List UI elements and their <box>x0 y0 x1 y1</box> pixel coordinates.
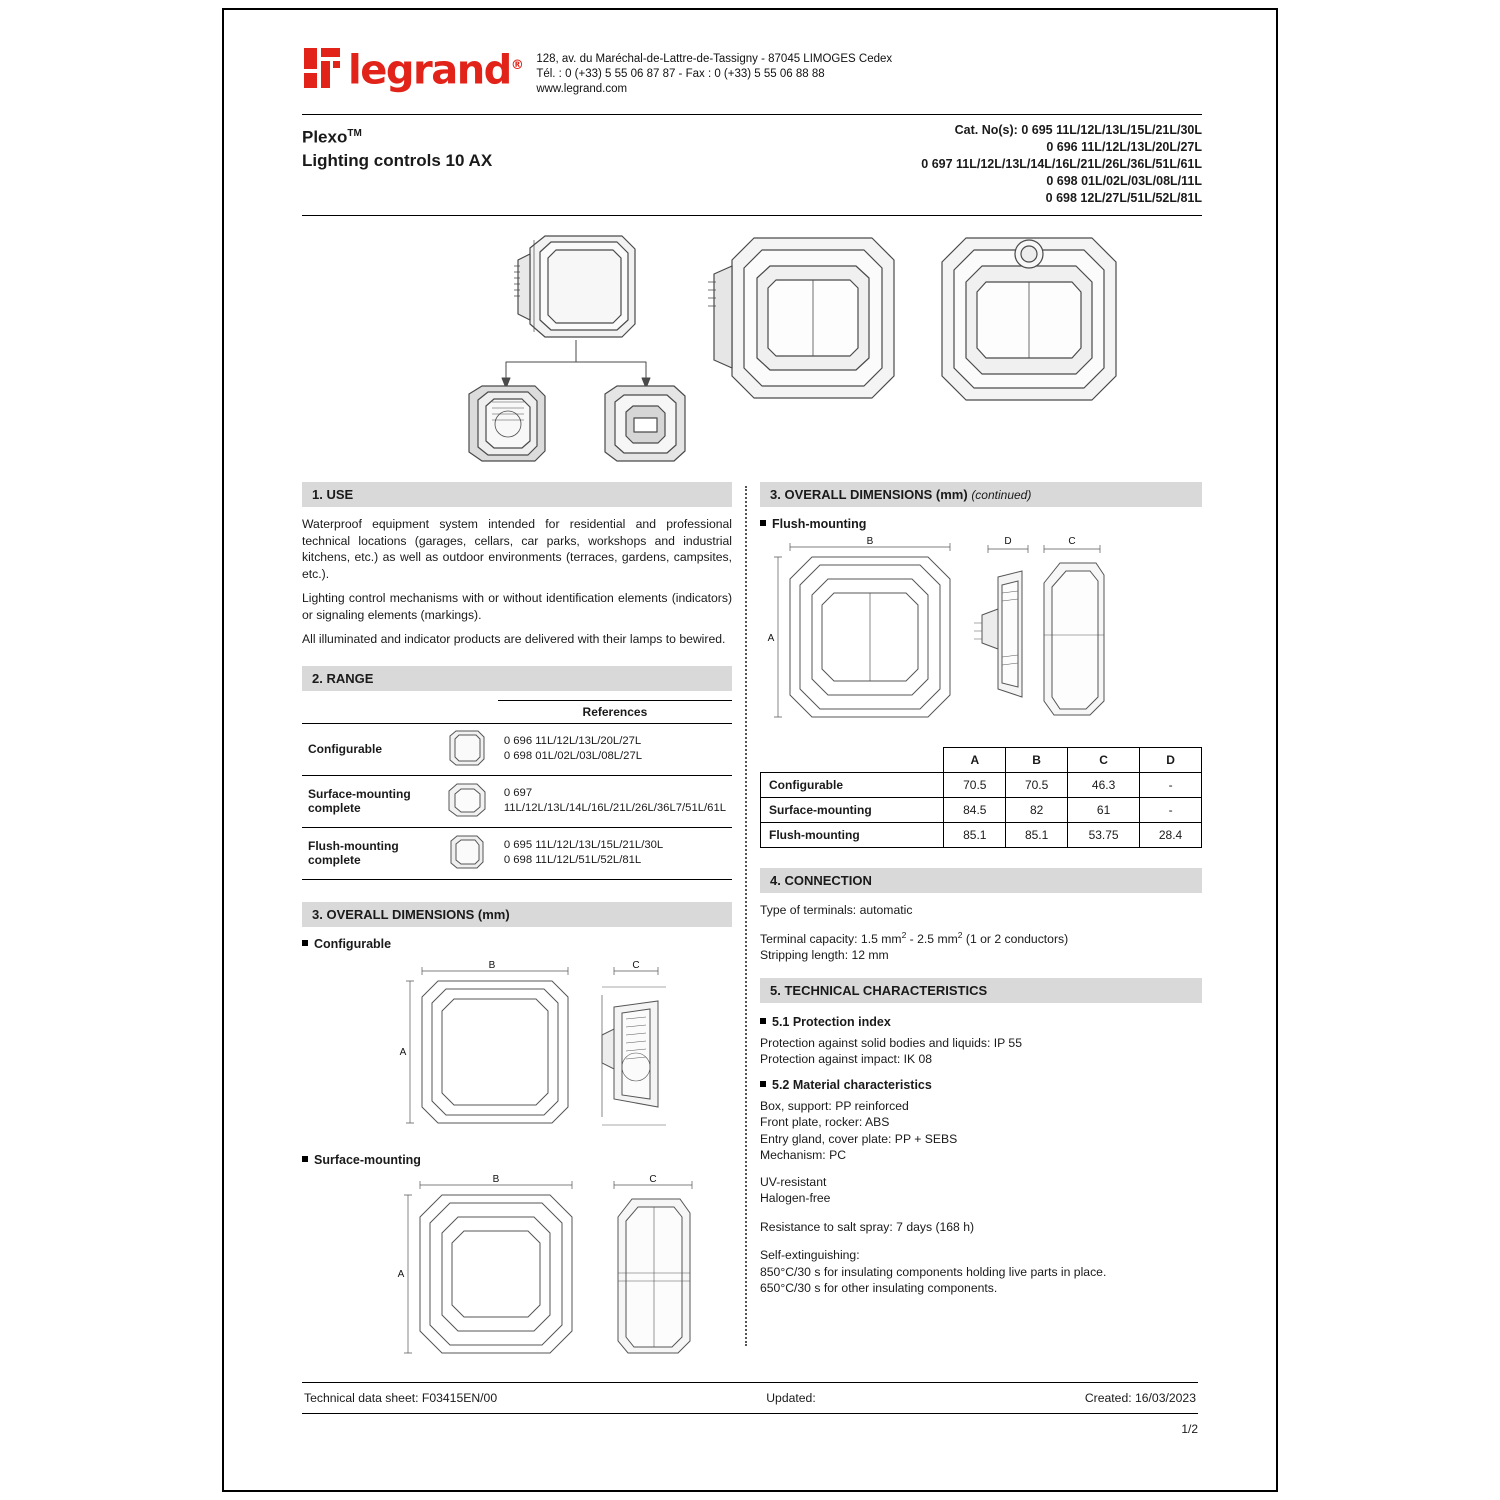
dim-label-a: A <box>767 633 775 644</box>
dimensions-cell-b: 70.5 <box>1006 773 1068 798</box>
self-extinguishing-line-2: 650°C/30 s for other insulating components. <box>760 1281 998 1296</box>
product-subtitle: Lighting controls 10 AX <box>302 150 493 170</box>
dimensions-cell-a: 85.1 <box>944 823 1006 848</box>
range-row-thumbnail <box>434 827 498 879</box>
address-line-3: www.legrand.com <box>536 83 628 95</box>
company-address <box>536 52 892 97</box>
range-ref-line: 0 698 11L/12L/51L/52L/81L <box>503 854 642 866</box>
table-row <box>302 775 732 827</box>
legrand-wordmark: legrand® <box>348 47 523 94</box>
dimensions-row-name: Surface-mounting <box>761 798 944 823</box>
bullet-square-icon <box>302 940 308 946</box>
surface-mounting-thumb-icon <box>444 780 488 820</box>
surface-mounting-dimension-drawing <box>302 1173 732 1373</box>
dimensions-cell-a: 84.5 <box>944 798 1006 823</box>
legrand-logo-icon <box>302 46 342 90</box>
bullet-square-icon <box>302 1156 308 1162</box>
use-paragraph-2: Lighting control mechanisms with or without identification elements (indicators) or signaling elements (markings). <box>302 591 732 622</box>
product-title-row <box>302 114 1202 216</box>
column-divider <box>732 482 760 1383</box>
range-ref-line: 0 696 11L/12L/13L/20L/27L <box>503 735 642 747</box>
dimensions-col-b: B <box>1006 748 1068 773</box>
subsection-flush-mounting: Flush-mounting <box>760 517 1202 531</box>
range-table-header-row <box>302 700 732 723</box>
connection-line-2: Stripping length: 12 mm <box>760 948 889 963</box>
table-row <box>302 827 732 879</box>
use-paragraph-1: Waterproof equipment system intended for residential and professional technical locations (garages, cellars, car parks, workshops and industrial kitchens, etc.) as well as outdoor environments (terraces, gardens, campsites, etc.). <box>302 517 732 581</box>
configurable-dimension-drawing <box>302 957 732 1137</box>
footer-sheet-ref: Technical data sheet: F03415EN/00 <box>304 1391 498 1405</box>
self-extinguishing-title: Self-extinguishing: <box>760 1248 860 1263</box>
page-number: 1/2 <box>1181 1422 1198 1436</box>
range-row-name: Surface-mounting complete <box>302 775 434 827</box>
table-row <box>302 723 732 775</box>
address-line-2: Tél. : 0 (+33) 5 55 06 87 87 - Fax : 0 (+33) 5 55 06 88 88 <box>536 68 825 80</box>
document-page <box>222 8 1278 1492</box>
range-ref-line: 0 697 11L/12L/13L/14L/16L/21L/26L/36L7/51L/61L <box>503 787 727 814</box>
dimensions-row-name: Flush-mounting <box>761 823 944 848</box>
dim-label-b: B <box>492 1173 500 1185</box>
dim-label-b: B <box>866 537 874 547</box>
superscript-2: 2 <box>957 929 963 940</box>
protection-line-2: Protection against impact: IK 08 <box>760 1052 933 1067</box>
product-name: Plexo <box>302 127 348 147</box>
flush-mounting-dimension-drawing <box>760 537 1202 737</box>
range-col-references: References <box>498 700 732 723</box>
legrand-logo <box>302 46 523 94</box>
dimensions-cell-c: 53.75 <box>1068 823 1140 848</box>
cover-plate-drawing <box>605 386 685 461</box>
product-illustration <box>302 216 1202 478</box>
salt-spray-resistance: Resistance to salt spray: 7 days (168 h) <box>760 1219 975 1234</box>
material-extra-1: UV-resistant <box>760 1174 827 1189</box>
footer-row <box>302 1383 1198 1413</box>
table-row <box>761 823 1202 848</box>
section-header-dimensions-continued <box>760 482 1202 507</box>
range-row-refs <box>498 723 732 775</box>
catalogue-line-5: 0 698 12L/27L/51L/52L/81L <box>1045 191 1202 205</box>
catalogue-label: Cat. No(s): <box>954 123 1018 137</box>
mechanism-drawing <box>469 386 545 461</box>
section-header-text: 3. OVERALL DIMENSIONS (mm) <box>770 487 968 502</box>
dim-label-c: C <box>632 959 640 971</box>
dimensions-cell-c: 61 <box>1068 798 1140 823</box>
dim-label-d: D <box>1004 537 1012 547</box>
catalogue-line-1: 0 695 11L/12L/13L/15L/21L/30L <box>1021 123 1202 137</box>
table-row <box>761 798 1202 823</box>
range-table <box>302 700 732 880</box>
range-row-name: Configurable <box>302 723 434 775</box>
range-row-refs <box>498 827 732 879</box>
material-line-3: Entry gland, cover plate: PP + SEBS <box>760 1131 958 1146</box>
range-row-thumbnail <box>434 723 498 775</box>
range-ref-line: 0 698 01L/02L/03L/08L/27L <box>503 750 643 762</box>
range-row-thumbnail <box>434 775 498 827</box>
range-row-name: Flush-mounting complete <box>302 827 434 879</box>
surface-mounting-unit-drawing <box>708 238 894 398</box>
bullet-square-icon <box>760 1081 766 1087</box>
section-header-continued: (continued) <box>971 488 1032 502</box>
footer-created: Created: 16/03/2023 <box>1084 1391 1196 1405</box>
dim-label-c: C <box>1068 537 1076 547</box>
footer-updated: Updated: <box>766 1391 816 1405</box>
use-paragraph-3: All illuminated and indicator products are delivered with their lamps to bewired. <box>302 632 726 646</box>
left-column <box>302 482 732 1383</box>
subsection-protection-index: 5.1 Protection index <box>760 1015 1202 1029</box>
bullet-square-icon <box>760 520 766 526</box>
dimensions-cell-b: 85.1 <box>1006 823 1068 848</box>
dim-label-c: C <box>649 1173 657 1185</box>
dimensions-col-blank <box>761 748 944 773</box>
subsection-material-characteristics: 5.2 Material characteristics <box>760 1078 1202 1092</box>
dimensions-cell-c: 46.3 <box>1068 773 1140 798</box>
address-line-1: 128, av. du Maréchal-de-Lattre-de-Tassigny - 87045 LIMOGES Cedex <box>536 53 893 65</box>
dimensions-cell-d: - <box>1140 773 1202 798</box>
table-row <box>761 773 1202 798</box>
dimensions-col-c: C <box>1068 748 1140 773</box>
dimensions-col-d: D <box>1140 748 1202 773</box>
section-header-connection: 4. CONNECTION <box>760 868 1202 893</box>
dimensions-row-name: Configurable <box>761 773 944 798</box>
configurable-unit-drawing <box>514 236 635 337</box>
self-extinguishing-line-1: 850°C/30 s for insulating components holding live parts in place. <box>760 1264 1107 1279</box>
section-header-range: 2. RANGE <box>302 666 732 691</box>
registered-mark: ® <box>510 58 523 73</box>
material-line-4: Mechanism: PC <box>760 1148 847 1163</box>
dim-label-b: B <box>488 959 496 971</box>
material-extra-2: Halogen-free <box>760 1191 831 1206</box>
flush-mounting-thumb-icon <box>444 832 488 872</box>
trademark-mark: TM <box>347 128 362 139</box>
page-title <box>302 122 492 172</box>
exploded-arrows <box>502 340 650 388</box>
dimensions-cell-a: 70.5 <box>944 773 1006 798</box>
section-header-dimensions: 3. OVERALL DIMENSIONS (mm) <box>302 902 732 927</box>
connection-terminal-capacity: Terminal capacity: 1.5 $mm^2 - 2.5$ $mm^2$ (1 or 2 conductors) <box>760 929 1069 946</box>
range-ref-line: 0 695 11L/12L/13L/15L/21L/30L <box>503 839 664 851</box>
dimensions-table-header-row <box>761 748 1202 773</box>
dimensions-cell-d: 28.4 <box>1140 823 1202 848</box>
catalogue-line-4: 0 698 01L/02L/03L/08L/11L <box>1046 174 1202 188</box>
protection-line-1: Protection against solid bodies and liquids: IP 55 <box>760 1035 1022 1050</box>
dim-label-a: A <box>397 1268 405 1280</box>
header-brand-row <box>302 46 1202 108</box>
sheet-content <box>302 46 1202 1383</box>
catalogue-numbers <box>921 122 1202 207</box>
page-footer <box>302 1382 1198 1436</box>
right-column <box>760 482 1202 1383</box>
connection-line-1: Type of terminals: automatic <box>760 903 913 917</box>
dimensions-cell-b: 82 <box>1006 798 1068 823</box>
superscript-2: 2 <box>901 929 907 940</box>
section-header-technical: 5. TECHNICAL CHARACTERISTICS <box>760 978 1202 1003</box>
material-line-1: Box, support: PP reinforced <box>760 1098 909 1113</box>
dimensions-col-a: A <box>944 748 1006 773</box>
section-header-use: 1. USE <box>302 482 732 507</box>
catalogue-line-3: 0 697 11L/12L/13L/14L/16L/21L/26L/36L/51L/61L <box>921 157 1202 171</box>
material-line-2: Front plate, rocker: ABS <box>760 1115 890 1130</box>
subsection-surface-mounting: Surface-mounting <box>302 1153 732 1167</box>
product-illustration-svg <box>302 216 1202 478</box>
subsection-configurable: Configurable <box>302 937 732 951</box>
dim-label-a: A <box>399 1046 407 1058</box>
flush-mounting-unit-drawing <box>942 238 1116 400</box>
content-columns <box>302 482 1202 1383</box>
bullet-square-icon <box>760 1018 766 1024</box>
dimensions-table <box>760 747 1202 848</box>
catalogue-line-2: 0 696 11L/12L/13L/20L/27L <box>1046 140 1202 154</box>
configurable-thumb-icon <box>444 728 488 768</box>
range-row-refs <box>498 775 732 827</box>
dimensions-cell-d: - <box>1140 798 1202 823</box>
